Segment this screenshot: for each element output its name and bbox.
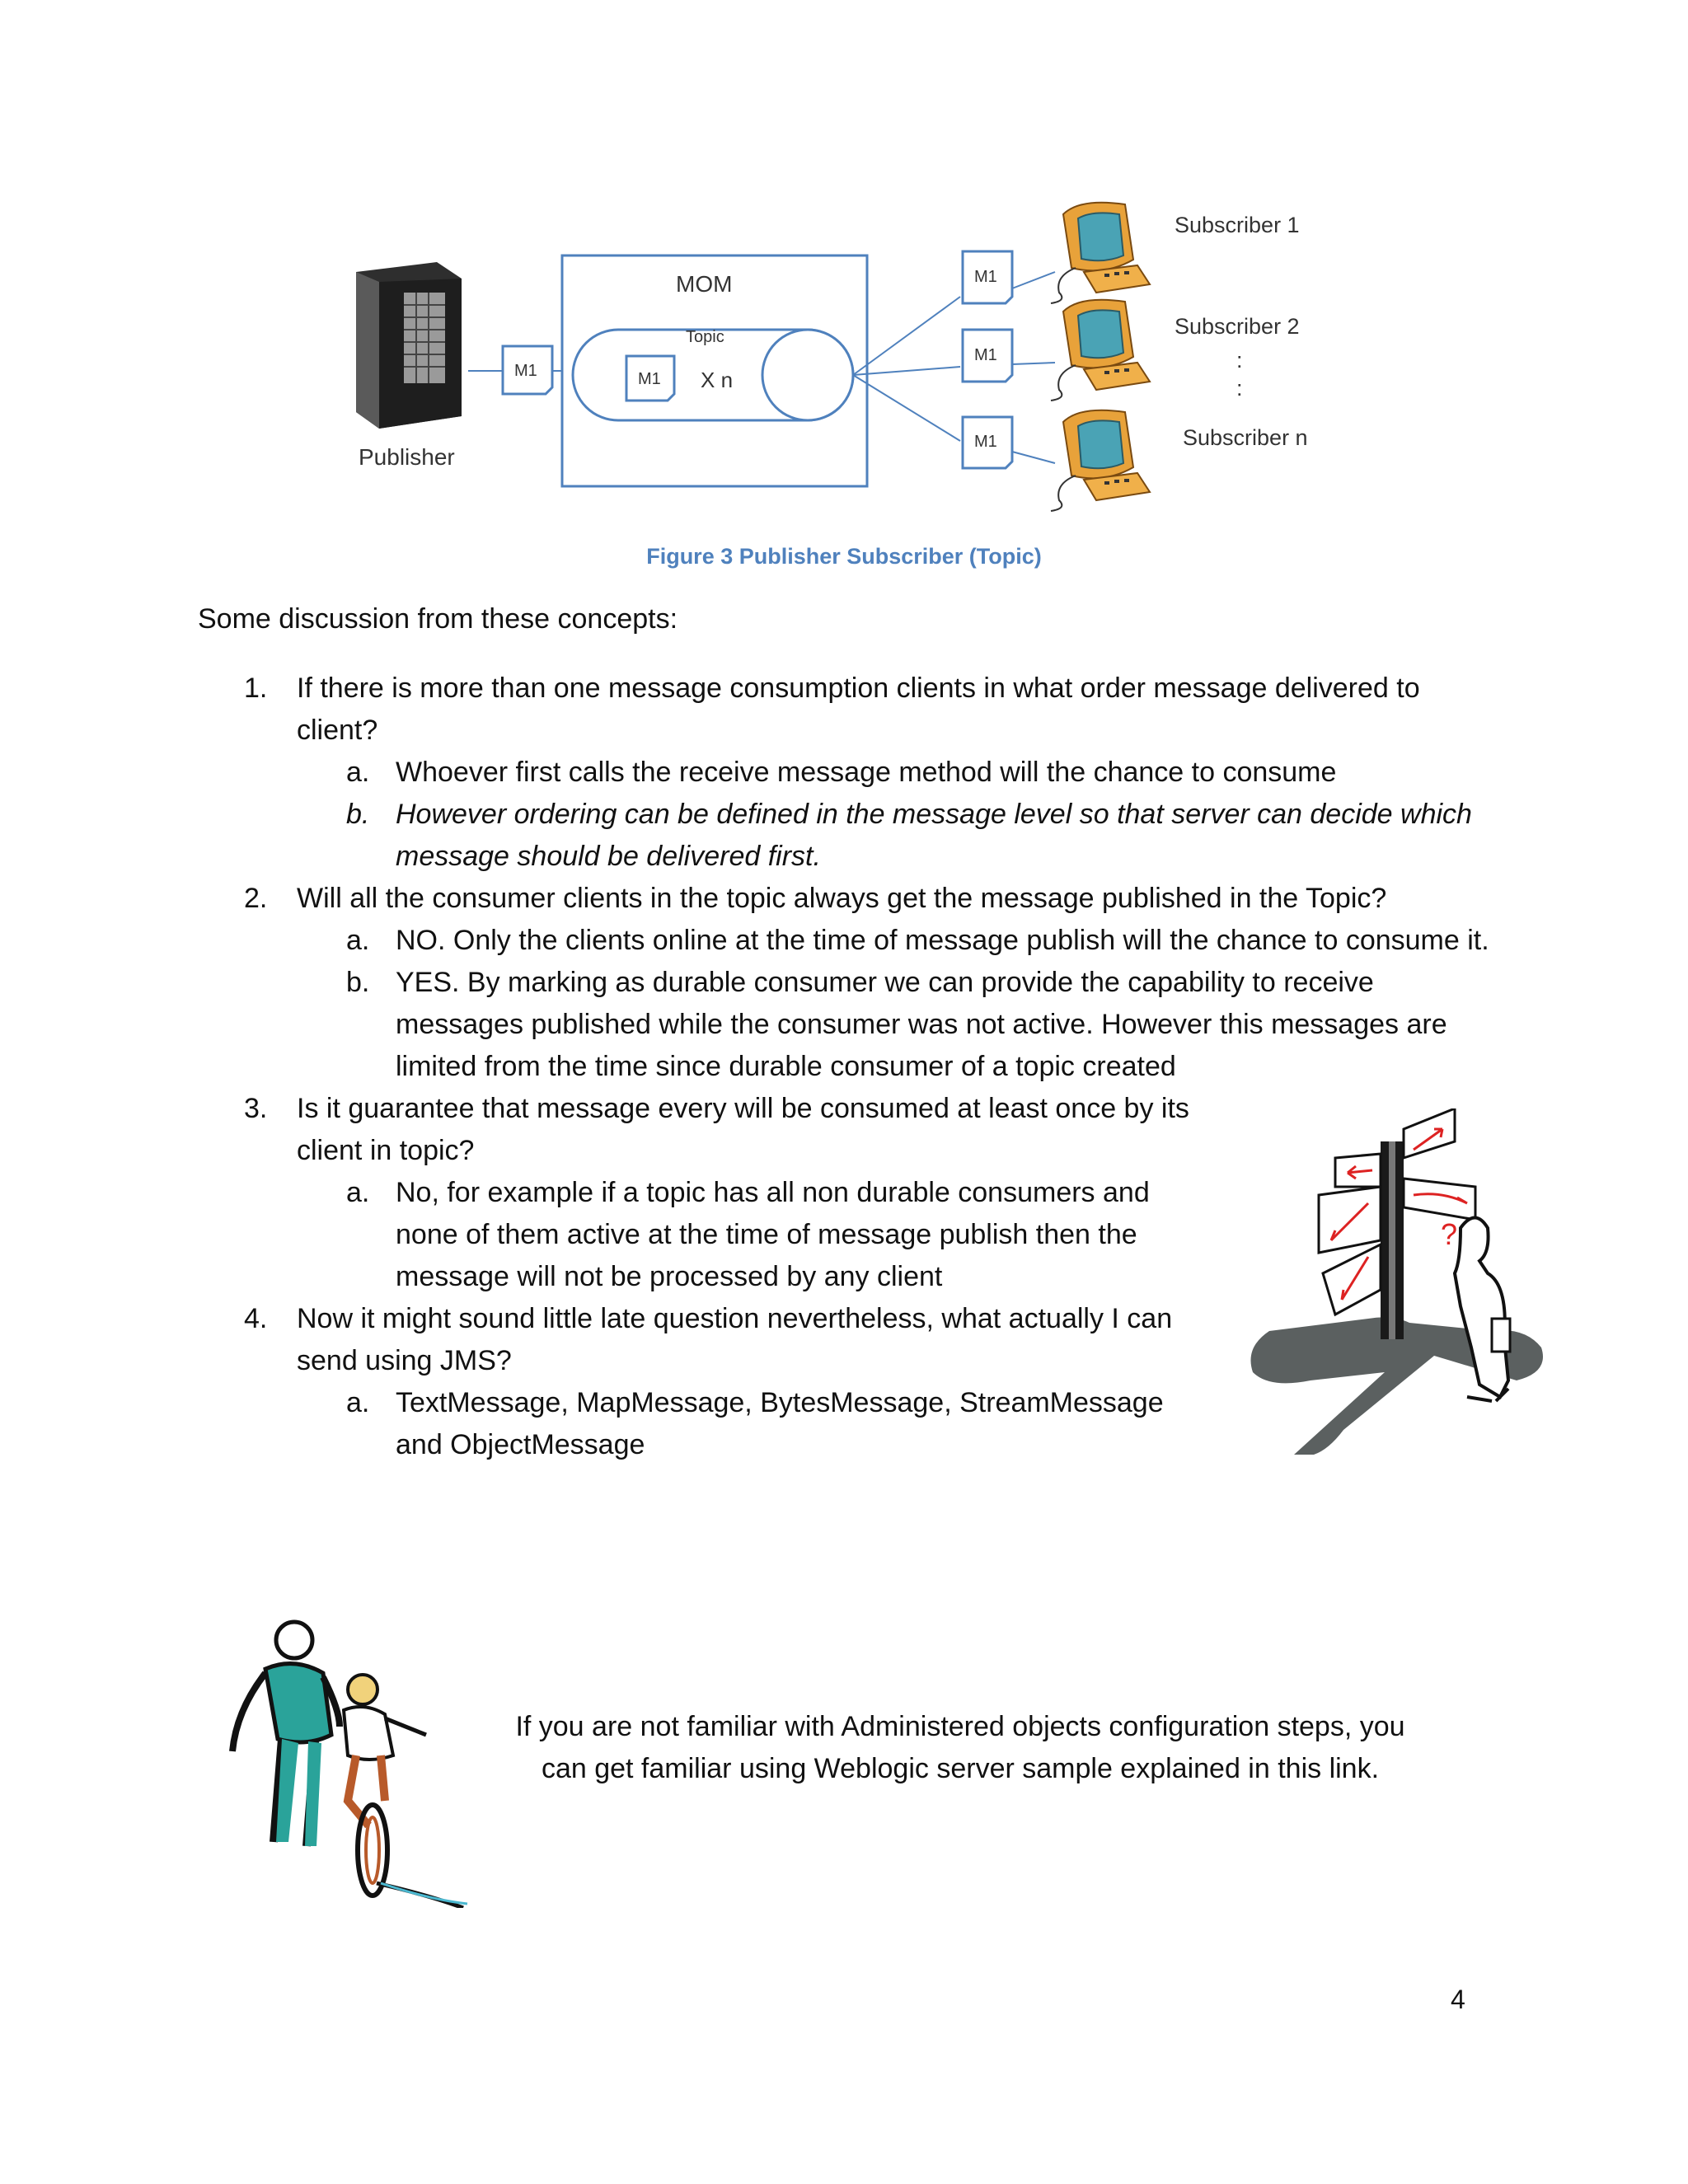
figure-caption: Figure 3 Publisher Subscriber (Topic) xyxy=(646,544,1042,569)
message-m1-label: M1 xyxy=(514,362,537,380)
item-text: Will all the consumer clients in the topic always get the message published in the Topic? xyxy=(297,883,1387,914)
parent-child-bicycle-clipart-icon xyxy=(216,1611,480,1908)
sub-item-letter: a. xyxy=(346,1177,370,1208)
message-m1-label: M1 xyxy=(974,433,997,451)
note-text: If you are not familiar with Administered objects configuration steps, you can get familiar using Weblogic server sample explained in this link. xyxy=(515,1711,1405,1784)
message-m1-out-2 xyxy=(963,330,1012,382)
sub-list-item xyxy=(297,1172,1203,1298)
message-m1-label: M1 xyxy=(974,346,997,364)
sub-list xyxy=(297,752,1500,878)
ellipsis-dot-1: : xyxy=(1236,348,1243,373)
mom-label: MOM xyxy=(676,271,733,297)
item-number: 1. xyxy=(244,673,268,704)
sub-list xyxy=(297,1382,1203,1466)
subscriber-1-label: Subscriber 1 xyxy=(1175,213,1300,237)
sub-item-text: No, for example if a topic has all non durable consumers and none of them active at the time of message publish then the message will not be processed by any client xyxy=(396,1177,1150,1292)
sub-list xyxy=(297,920,1500,1088)
message-m1-label: M1 xyxy=(974,268,997,286)
sub-item-text: TextMessage, MapMessage, BytesMessage, StreamMessage and ObjectMessage xyxy=(396,1387,1164,1460)
sub-item-text: NO. Only the clients online at the time of message publish will the chance to consume it. xyxy=(396,925,1489,956)
list-item xyxy=(198,668,1500,878)
sub-item-text: Whoever first calls the receive message method will the chance to consume xyxy=(396,757,1337,788)
sub-item-letter: b. xyxy=(346,967,370,998)
publisher-subscriber-diagram xyxy=(346,190,1335,519)
item-text: If there is more than one message consumption clients in what order message delivered to client? xyxy=(297,673,1420,746)
sub-list-item xyxy=(297,1382,1203,1466)
sub-list-item xyxy=(297,920,1500,962)
message-m1-publisher xyxy=(503,346,552,394)
item-number: 2. xyxy=(244,883,268,914)
sub-item-letter: a. xyxy=(346,757,370,788)
publisher-server-icon xyxy=(356,262,462,429)
sub-item-text: However ordering can be defined in the message level so that server can decide which message should be delivered first. xyxy=(396,799,1472,872)
sub-item-letter: a. xyxy=(346,925,370,956)
subscriber-2-label: Subscriber 2 xyxy=(1175,314,1300,339)
item-number: 3. xyxy=(244,1093,268,1124)
item-text: Now it might sound little late question nevertheless, what actually I can send using JMS? xyxy=(297,1303,1173,1376)
intro-text: Some discussion from these concepts: xyxy=(198,603,678,635)
list-item xyxy=(198,1088,1203,1298)
sub-item-text: YES. By marking as durable consumer we can provide the capability to receive messages published while the consumer was not active. However this messages are limited from the time since durable consumer of a topic created xyxy=(396,967,1447,1082)
message-m1-topic xyxy=(626,356,674,401)
sub-item-letter: b. xyxy=(346,799,370,830)
sub-list-item xyxy=(297,962,1500,1088)
signpost-clipart-icon xyxy=(1245,1108,1566,1455)
svg-text:?: ? xyxy=(1441,1217,1458,1251)
item-text: Is it guarantee that message every will be consumed at least once by its client in topic? xyxy=(297,1093,1189,1166)
ellipsis-dot-2: : xyxy=(1236,376,1243,401)
list-item xyxy=(198,878,1500,1088)
message-m1-label: M1 xyxy=(638,370,661,388)
xn-label: X n xyxy=(701,368,734,392)
sub-list-item xyxy=(297,752,1500,794)
page-number: 4 xyxy=(1451,1985,1465,2014)
message-m1-out-3 xyxy=(963,417,1012,468)
sub-item-letter: a. xyxy=(346,1387,370,1418)
message-m1-out-1 xyxy=(963,251,1012,303)
subscriber-n-label: Subscriber n xyxy=(1183,425,1308,450)
sub-list-item xyxy=(297,794,1500,878)
subscriber-computer-icon-2 xyxy=(1051,300,1150,401)
item-number: 4. xyxy=(244,1303,268,1334)
topic-label: Topic xyxy=(686,328,724,346)
sub-list xyxy=(297,1172,1203,1298)
subscriber-computer-icon-n xyxy=(1051,410,1150,511)
list-item xyxy=(198,1298,1203,1466)
publisher-label: Publisher xyxy=(359,444,455,470)
subscriber-computer-icon-1 xyxy=(1051,203,1150,303)
